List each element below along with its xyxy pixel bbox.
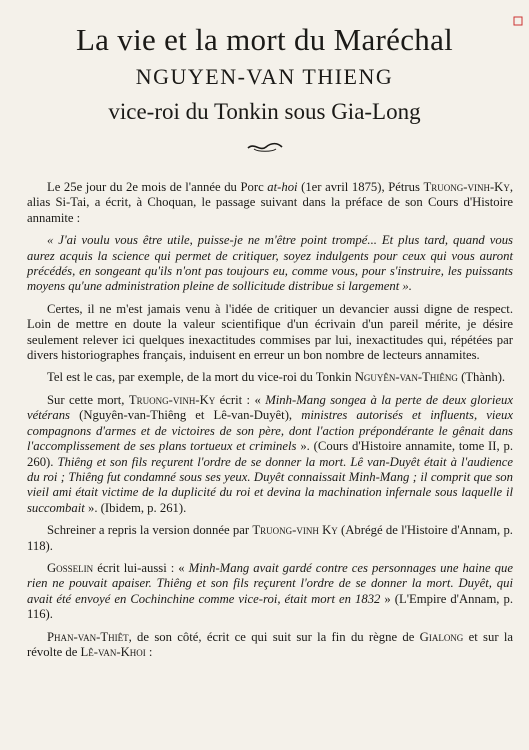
text-run: , alias Si-Tai, a écrit, à Choquan, le passage suivant dans la préface de son Cours d'Histoire annamite : — [27, 180, 513, 225]
italic-text: Minh-Mang songea à la perte de deux glorieux vétérans — [27, 392, 513, 423]
paragraph — [27, 561, 513, 623]
decorative-flourish-icon — [246, 140, 284, 154]
title-line-1: La vie et la mort du Maréchal — [75, 22, 454, 57]
text-run: (Nguyên-van-Thiêng et Lê-van-Duyêt), — [69, 408, 302, 423]
italic-text: ministres autorisés et influents, vieux compagnons d'armes et de victoires de son père, dont l'action prépondérante le gênait dans l'accomplissement de ses plans tortueux et criminels — [27, 408, 514, 454]
paragraph — [27, 523, 513, 554]
text-run: ». (Ibidem, p. 261). — [84, 500, 187, 515]
text-run: Certes, il ne m'est jamais venu à l'idée de critiquer un devancier aussi digne de respect. Loin de mettre en doute la valeur scientifique d'un écrivain d'un pareil mérite, je désire seulement relever ici quelques inexactitudes commises par lui, inexactitudes qui, répétées par divers historiographes français, induisent en erreur un bon nombre de lecteurs annamites. — [27, 301, 513, 363]
title-line-2: NGUYEN-VAN THIENG — [135, 64, 394, 89]
person-name: Gialong — [419, 629, 464, 644]
text-run: Le 25e jour du 2e mois de l'année du Porc — [47, 180, 268, 194]
text-run: (Abrégé de l'Histoire d'Annam, p. 118). — [27, 523, 513, 553]
person-name: Lê-van-Khoi — [80, 644, 146, 659]
page-corner-mark-icon — [513, 16, 523, 26]
person-name: Truong-vinh Ky — [252, 523, 338, 538]
person-name: Nguyên-van-Thiêng — [354, 370, 458, 385]
italic-text: « J'ai voulu vous être utile, puisse-je ne m'être point trompé... Et plus tard, quand vous aurez acquis la science qui permet de critiquer, soyez indulgents pour ceux qui vous auront précédés, en songeant qu'ils n'ont pas toujours eu, comme vous, pour s'instruire, les puissants moyens qu'une administration pleine de sollicitude distribue si largement ». — [27, 233, 513, 294]
text-run: » (L'Empire d'Annam, p. 116). — [27, 591, 513, 622]
person-name: Phan-van-Thiêt — [47, 629, 129, 644]
italic-text: Thiêng et son fils reçurent l'ordre de se donner la mort. Lê van-Duyêt était à l'audience du roi ; Thiêng fut condamné sous ses yeux. Duyêt connaissait Minh-Mang ; il comprit que son vieil ami était victime de la duplicité du roi et devina la machination infernale sous laquelle il succombait — [27, 454, 513, 515]
paragraph — [27, 630, 513, 661]
text-run: et sur la révolte de — [27, 629, 513, 659]
text-run: ». (Cours d'Histoire annamite, tome II, p. 260). — [27, 439, 513, 469]
text-run: Schreiner a repris la version donnée par — [47, 523, 253, 538]
text-run: (Thành). — [457, 370, 506, 385]
text-run: Sur cette mort, — [47, 392, 129, 407]
text-run: (1er avril 1875), Pétrus — [297, 180, 424, 194]
text-run: Tel est le cas, par exemple, de la mort du vice-roi du Tonkin — [47, 370, 355, 385]
paragraph — [27, 302, 513, 364]
person-name: Gosselin — [47, 560, 94, 575]
text-run: : — [145, 644, 153, 659]
paragraph — [27, 233, 513, 295]
title-line-3: vice-roi du Tonkin sous Gia-Long — [108, 99, 421, 124]
text-run: écrit lui-aussi : « — [93, 560, 189, 575]
italic-text: at-hoi — [267, 180, 298, 194]
italic-text: Minh-Mang avait gardé contre ces personnages une haine que rien ne pouvait apaiser. Thiêng et son fils reçurent l'ordre de se donner la mort. Duyêt, qui avait été envoyé en Cochinchine comme vice-roi, était mort en 1832 — [27, 560, 513, 606]
text-run: , de son côté, écrit ce qui suit sur la fin du règne de — [128, 629, 420, 644]
text-run: écrit : « — [215, 392, 266, 407]
document-body — [27, 180, 513, 667]
paragraph — [27, 180, 513, 226]
paragraph — [27, 370, 513, 385]
paragraph — [27, 393, 513, 516]
person-name: Truong-vinh-Ky — [423, 180, 510, 194]
person-name: Truong-vinh-Ky — [128, 392, 216, 407]
